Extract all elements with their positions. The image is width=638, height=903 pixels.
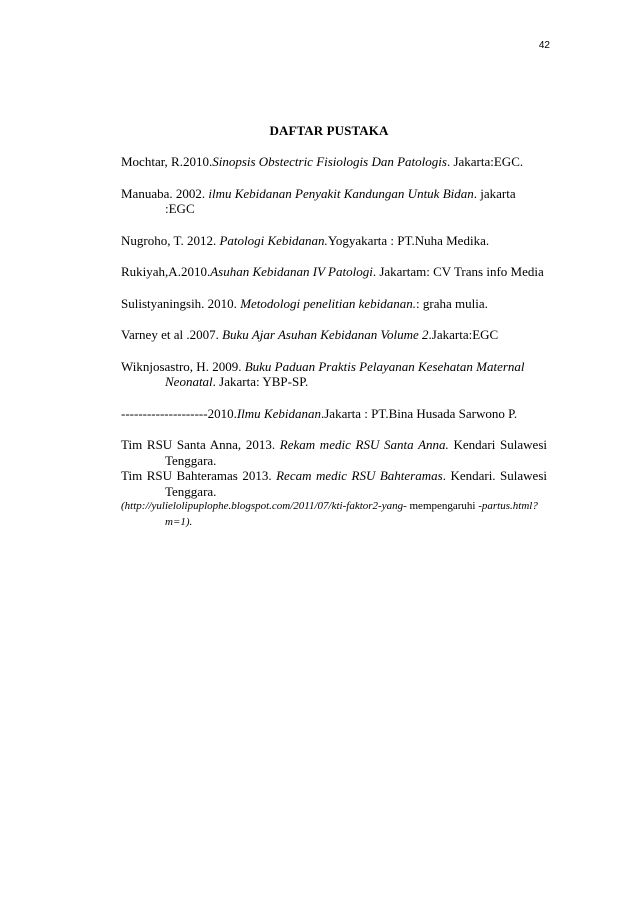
reference-item: Nugroho, T. 2012. Patologi Kebidanan.Yogyakarta : PT.Nuha Medika.: [121, 232, 490, 248]
reference-url: (http://yulielolipuplophe.blogspot.com/2011/07/kti-faktor2-yang- mempengaruhi -partus.html?m=1).: [121, 500, 538, 528]
reference-item: Varney et al .2007. Buku Ajar Asuhan Kebidanan Volume 2.Jakarta:EGC: [121, 327, 499, 342]
reference-item: Wiknjosastro, H. 2009. Buku Paduan Praktis Pelayanan Kesehatan Maternal Neonatal. Jakarta: YBP-SP.: [121, 358, 525, 389]
reference-item: --------------------2010.Ilmu Kebidanan.Jakarta : PT.Bina Husada Sarwono P.: [121, 405, 518, 421]
reference-item: Tim RSU Bahteramas 2013. Recam medic RSU Bahteramas. Kendari. Sulawesi Tenggara.: [121, 468, 547, 499]
reference-item: Rukiyah,A.2010.Asuhan Kebidanan IV Patologi. Jakartam: CV Trans info Media: [121, 264, 544, 279]
reference-item: Mochtar, R.2010.Sinopsis Obstectric Fisiologis Dan Patologis. Jakarta:EGC.: [121, 154, 524, 169]
reference-item: Sulistyaningsih. 2010. Metodologi penelitian kebidanan.: graha mulia.: [121, 295, 488, 311]
page-title: DAFTAR PUSTAKA: [269, 123, 389, 138]
reference-item: Manuaba. 2002. ilmu Kebidanan Penyakit Kandungan Untuk Bidan. jakarta :EGC: [121, 185, 516, 216]
reference-item: Tim RSU Santa Anna, 2013. Rekam medic RSU Santa Anna. Kendari Sulawesi Tenggara.: [121, 437, 547, 468]
reference-list: [121, 154, 547, 530]
page-number: 42: [538, 40, 550, 51]
